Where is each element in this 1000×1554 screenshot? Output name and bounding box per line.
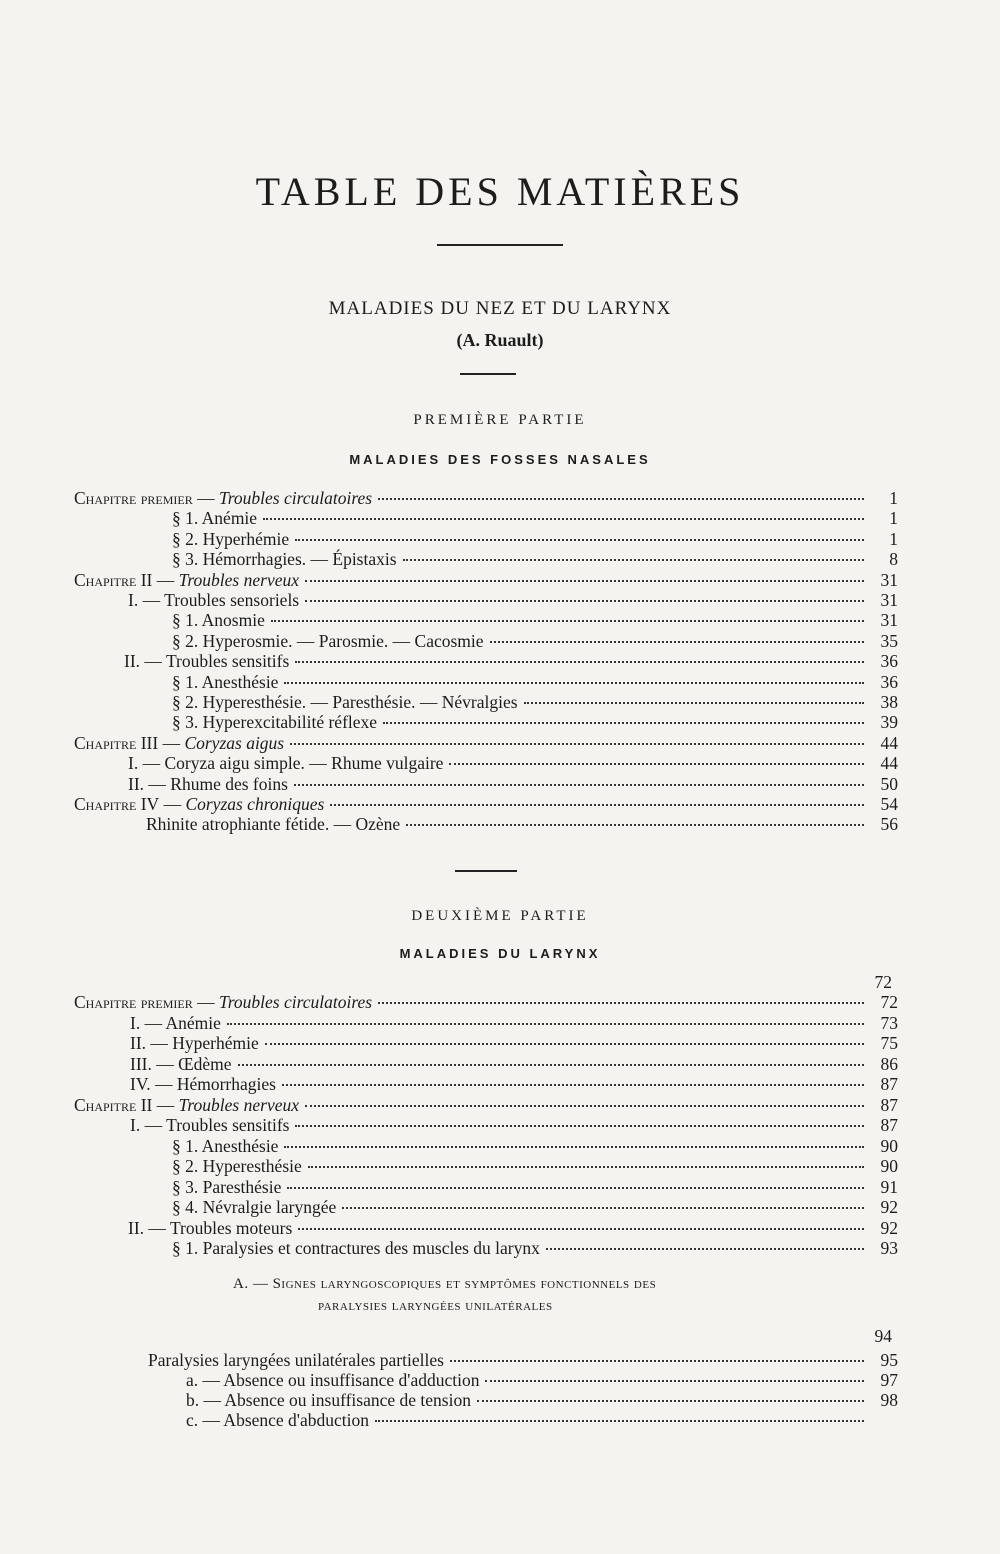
part1-entry[interactable] (172, 631, 898, 651)
dot-leader (295, 1125, 864, 1127)
entry-title: I. — Troubles sensoriels (128, 590, 300, 610)
chapter-title: Troubles circulatoires (218, 488, 373, 508)
page-number: 44 (880, 753, 898, 774)
page-number: 31 (880, 610, 898, 631)
chapter-separator: — (152, 569, 179, 590)
chapter-number: Chapitre IV (74, 794, 160, 814)
part2-entry[interactable] (172, 1197, 898, 1217)
dot-leader (238, 1064, 864, 1066)
page-number: 36 (880, 651, 898, 672)
part2-first-page: 72 (874, 972, 892, 992)
page-number: 90 (880, 1156, 898, 1176)
part1-entry[interactable] (128, 753, 898, 773)
part1-entry[interactable] (146, 814, 898, 834)
chapter-number: Chapitre II (74, 569, 153, 590)
part1-entry[interactable] (124, 651, 898, 671)
signes-line1: A. — Signes laryngoscopiques et symptômes fonctionnels des (233, 1276, 657, 1292)
chapter-title: Coryzas chroniques (185, 794, 325, 814)
dot-leader (524, 702, 864, 704)
entry-title: § 1. Paralysies et contractures des muscles du larynx (172, 1238, 540, 1258)
chapter-title: Troubles nerveux (178, 569, 299, 590)
chapter-number: Chapitre premier (74, 992, 193, 1012)
part2-entry[interactable] (172, 1177, 898, 1197)
part2-entry[interactable] (130, 1013, 898, 1033)
entry-title: a. — Absence ou insuffisance d'adduction (186, 1370, 480, 1390)
part1-entry[interactable] (172, 529, 898, 549)
dot-leader (378, 1002, 864, 1004)
part1-entry[interactable] (74, 733, 898, 753)
part1-entry[interactable] (128, 590, 898, 610)
page-number: 87 (880, 1115, 898, 1135)
part3-entry[interactable] (186, 1390, 898, 1410)
entry-title: § 3. Paresthésie (172, 1176, 282, 1197)
signes-line2: paralysies laryngées unilatérales (318, 1298, 553, 1314)
dot-leader (383, 722, 864, 724)
page-number: 95 (880, 1350, 898, 1370)
part1-entry[interactable] (172, 692, 898, 712)
part1-entry[interactable] (128, 774, 898, 794)
entry-title: I. — Anémie (130, 1012, 221, 1033)
page-number: 87 (880, 1094, 898, 1115)
dot-leader (449, 763, 864, 765)
chapter-label (74, 570, 299, 590)
part1-entry[interactable] (172, 712, 898, 732)
page-number: 1 (889, 508, 898, 529)
part2-subheading: MALADIES DU LARYNX (399, 946, 601, 961)
entry-title: § 1. Anesthésie (172, 671, 279, 692)
dot-leader (265, 1043, 864, 1045)
chapter-separator: — (152, 1094, 179, 1115)
page-number: 92 (880, 1197, 898, 1217)
chapter-number: Chapitre premier (74, 488, 193, 508)
entry-title: I. — Coryza aigu simple. — Rhume vulgaire (128, 753, 444, 774)
dot-leader (490, 641, 864, 643)
entry-title: II. — Troubles moteurs (128, 1217, 293, 1238)
page-number: 75 (880, 1033, 898, 1053)
part2-entry[interactable] (130, 1054, 898, 1074)
page-number: 91 (880, 1176, 898, 1197)
entry-title: II. — Hyperhémie (130, 1033, 259, 1053)
page-number: 56 (880, 814, 898, 835)
entry-title: II. — Troubles sensitifs (124, 651, 290, 672)
page-number: 39 (880, 712, 898, 733)
chapter-separator: — (192, 488, 219, 508)
page-number: 38 (880, 692, 898, 712)
part1-subheading: MALADIES DES FOSSES NASALES (349, 452, 651, 467)
part1-entry[interactable] (172, 508, 898, 528)
part1-entry[interactable] (74, 794, 898, 814)
dot-leader (284, 682, 864, 684)
entry-title: Rhinite atrophiante fétide. — Ozène (146, 814, 401, 835)
entry-title: § 2. Hyperesthésie (172, 1156, 302, 1176)
part1-entry[interactable] (172, 610, 898, 630)
part3-entry[interactable] (186, 1370, 898, 1390)
page-number: 35 (880, 630, 898, 651)
page-number: 31 (880, 590, 898, 610)
chapter-label (74, 733, 284, 753)
part2-entry[interactable] (74, 1095, 898, 1115)
dot-leader (342, 1207, 864, 1209)
dot-leader (290, 743, 864, 745)
chapter-label (74, 488, 372, 508)
entry-title: § 1. Anesthésie (172, 1135, 279, 1156)
dot-leader (485, 1380, 864, 1382)
part2-entry[interactable] (130, 1033, 898, 1053)
page-number: 90 (880, 1135, 898, 1156)
dot-leader (403, 559, 864, 561)
entry-title: § 3. Hyperexcitabilité réflexe (172, 712, 378, 733)
title-rule (437, 244, 563, 246)
entry-title: c. — Absence d'abduction (186, 1410, 369, 1430)
part2-entry[interactable] (130, 1074, 898, 1094)
dot-leader (295, 661, 864, 663)
page-number: 31 (880, 569, 898, 590)
chapter-number: Chapitre II (74, 1094, 153, 1115)
page-title: TABLE DES MATIÈRES (255, 169, 745, 214)
dot-leader (406, 824, 864, 826)
part3-entry[interactable] (186, 1410, 898, 1430)
part2-heading: DEUXIÈME PARTIE (411, 908, 589, 924)
chapter-label (74, 992, 372, 1012)
dot-leader (308, 1166, 864, 1168)
dot-leader (305, 580, 864, 582)
dot-leader (284, 1146, 864, 1148)
dot-leader (477, 1400, 864, 1402)
dot-leader (330, 804, 864, 806)
part2-entry[interactable] (172, 1238, 898, 1258)
page-number: 1 (889, 528, 898, 549)
dot-leader (298, 1228, 864, 1230)
dot-leader (378, 498, 864, 500)
section-rule (460, 373, 516, 375)
chapter-separator: — (159, 794, 186, 814)
page-number: 72 (880, 992, 898, 1012)
dot-leader (282, 1084, 864, 1086)
part2-entry[interactable] (128, 1218, 898, 1238)
entry-title: § 2. Hyperosmie. — Parosmie. — Cacosmie (172, 630, 484, 651)
page-number: 8 (889, 549, 898, 570)
chapter-number: Chapitre III (74, 732, 159, 753)
part1-entry[interactable] (172, 672, 898, 692)
page-number: 44 (880, 732, 898, 753)
entry-title: II. — Rhume des foins (128, 773, 288, 794)
entry-title: § 4. Névralgie laryngée (172, 1197, 337, 1217)
entry-title: § 2. Hyperesthésie. — Paresthésie. — Névralgies (172, 692, 518, 712)
page-number: 86 (880, 1053, 898, 1074)
page-number: 50 (880, 773, 898, 794)
entry-title: § 3. Hémorrhagies. — Épistaxis (172, 549, 397, 570)
page-number: 1 (889, 488, 898, 508)
entry-title: § 1. Anémie (172, 508, 258, 529)
part-rule (455, 870, 517, 872)
entry-title: § 1. Anosmie (172, 610, 265, 631)
page-number: 93 (880, 1238, 898, 1258)
dot-leader (271, 620, 864, 622)
page-number: 98 (880, 1390, 898, 1410)
dot-leader (375, 1420, 864, 1422)
page-number: 73 (880, 1012, 898, 1033)
part2-entry[interactable] (74, 992, 898, 1012)
page-number: 87 (880, 1074, 898, 1094)
dot-leader (305, 600, 864, 602)
section-author: (A. Ruault) (456, 330, 544, 350)
page-number: 92 (880, 1217, 898, 1238)
entry-title: § 2. Hyperhémie (172, 528, 290, 549)
dot-leader (287, 1187, 864, 1189)
entry-title: IV. — Hémorrhagies (130, 1074, 276, 1094)
part2-entry[interactable] (172, 1156, 898, 1176)
page-number: 54 (880, 794, 898, 814)
signes-page: 94 (874, 1326, 892, 1346)
page-number: 36 (880, 671, 898, 692)
dot-leader (294, 784, 864, 786)
chapter-separator: — (192, 992, 219, 1012)
part1-entry[interactable] (74, 488, 898, 508)
part3-entry[interactable] (148, 1350, 898, 1370)
section-title: MALADIES DU NEZ ET DU LARYNX (328, 298, 672, 319)
part1-entry[interactable] (172, 549, 898, 569)
page-number: 97 (880, 1370, 898, 1390)
entry-title: Paralysies laryngées unilatérales partielles (148, 1350, 444, 1370)
part1-heading: PREMIÈRE PARTIE (413, 412, 587, 428)
dot-leader (450, 1360, 864, 1362)
entry-title: I. — Troubles sensitifs (130, 1115, 290, 1135)
part1-entry[interactable] (74, 570, 898, 590)
chapter-title: Troubles circulatoires (218, 992, 373, 1012)
chapter-label (74, 794, 324, 814)
dot-leader (263, 518, 864, 520)
dot-leader (546, 1248, 864, 1250)
chapter-title: Troubles nerveux (178, 1094, 299, 1115)
entry-title: III. — Œdème (130, 1053, 232, 1074)
dot-leader (295, 539, 864, 541)
part2-entry[interactable] (172, 1136, 898, 1156)
part2-entry[interactable] (130, 1115, 898, 1135)
dot-leader (227, 1023, 864, 1025)
dot-leader (305, 1105, 864, 1107)
chapter-label (74, 1095, 299, 1115)
entry-title: b. — Absence ou insuffisance de tension (186, 1390, 471, 1410)
chapter-separator: — (158, 732, 185, 753)
chapter-title: Coryzas aigus (184, 732, 285, 753)
